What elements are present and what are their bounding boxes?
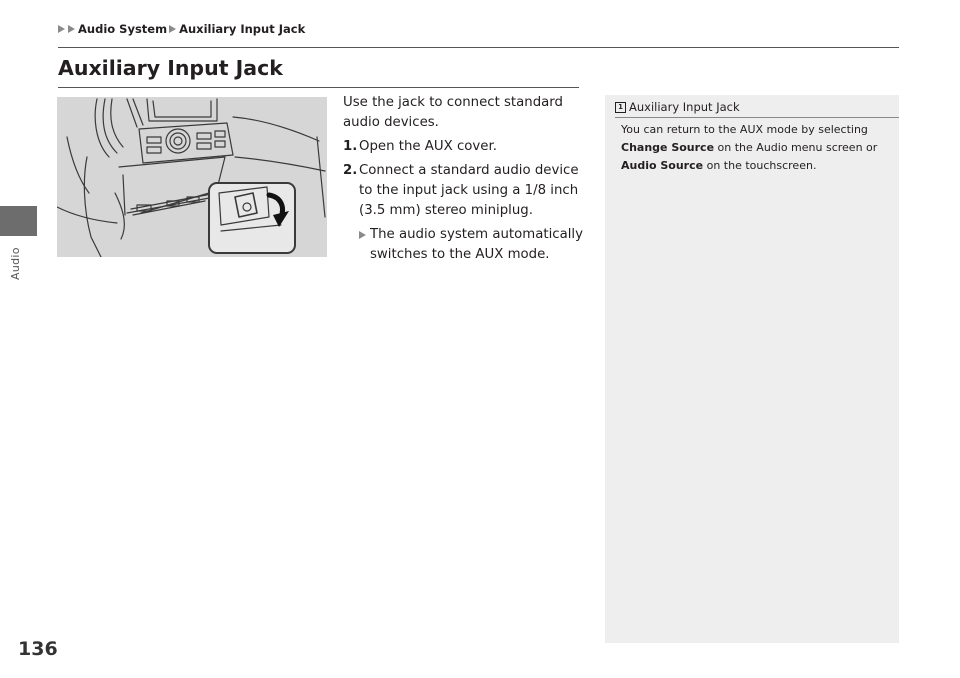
note-icon: 1 bbox=[615, 102, 626, 113]
step-item bbox=[343, 137, 583, 157]
chapter-tab-label: Audio bbox=[9, 247, 22, 280]
sidebar-divider bbox=[615, 117, 899, 118]
arrow-icon bbox=[68, 25, 75, 33]
sidebar-text-part: You can return to the AUX mode by selecting bbox=[621, 123, 868, 136]
breadcrumb-section[interactable]: Audio System bbox=[78, 22, 168, 36]
sidebar-text bbox=[621, 121, 889, 175]
step-text: Connect a standard audio device to the input jack using a 1/8 inch (3.5 mm) stereo miniplug. bbox=[359, 163, 579, 218]
step-number: 1. bbox=[343, 139, 358, 154]
sidebar-text-part: on the Audio menu screen or bbox=[717, 141, 878, 154]
page-number: 136 bbox=[18, 638, 58, 660]
title-divider bbox=[58, 87, 579, 88]
arrow-icon bbox=[359, 231, 366, 239]
chapter-tab[interactable] bbox=[0, 206, 37, 236]
arrow-icon bbox=[58, 25, 65, 33]
intro-text: Use the jack to connect standard audio devices. bbox=[343, 95, 563, 130]
instructions bbox=[343, 93, 583, 265]
reference-sidebar bbox=[605, 95, 899, 643]
header-divider bbox=[58, 47, 899, 48]
sidebar-heading bbox=[615, 100, 740, 114]
sidebar-text-part: on the touchscreen. bbox=[706, 159, 817, 172]
arrow-icon bbox=[169, 25, 176, 33]
result-note bbox=[359, 225, 583, 265]
step-text: Open the AUX cover. bbox=[359, 139, 497, 154]
step-item bbox=[343, 161, 583, 221]
aux-jack-illustration bbox=[57, 97, 327, 257]
audio-source-term: Audio Source bbox=[621, 159, 704, 172]
breadcrumb bbox=[58, 22, 305, 36]
result-text: The audio system automatically switches to the AUX mode. bbox=[370, 227, 583, 262]
breadcrumb-page: Auxiliary Input Jack bbox=[179, 22, 306, 36]
change-source-term: Change Source bbox=[621, 141, 715, 154]
step-number: 2. bbox=[343, 163, 358, 178]
sidebar-heading-text: Auxiliary Input Jack bbox=[629, 100, 740, 114]
page-title: Auxiliary Input Jack bbox=[58, 56, 283, 80]
dashboard-drawing bbox=[57, 97, 327, 257]
